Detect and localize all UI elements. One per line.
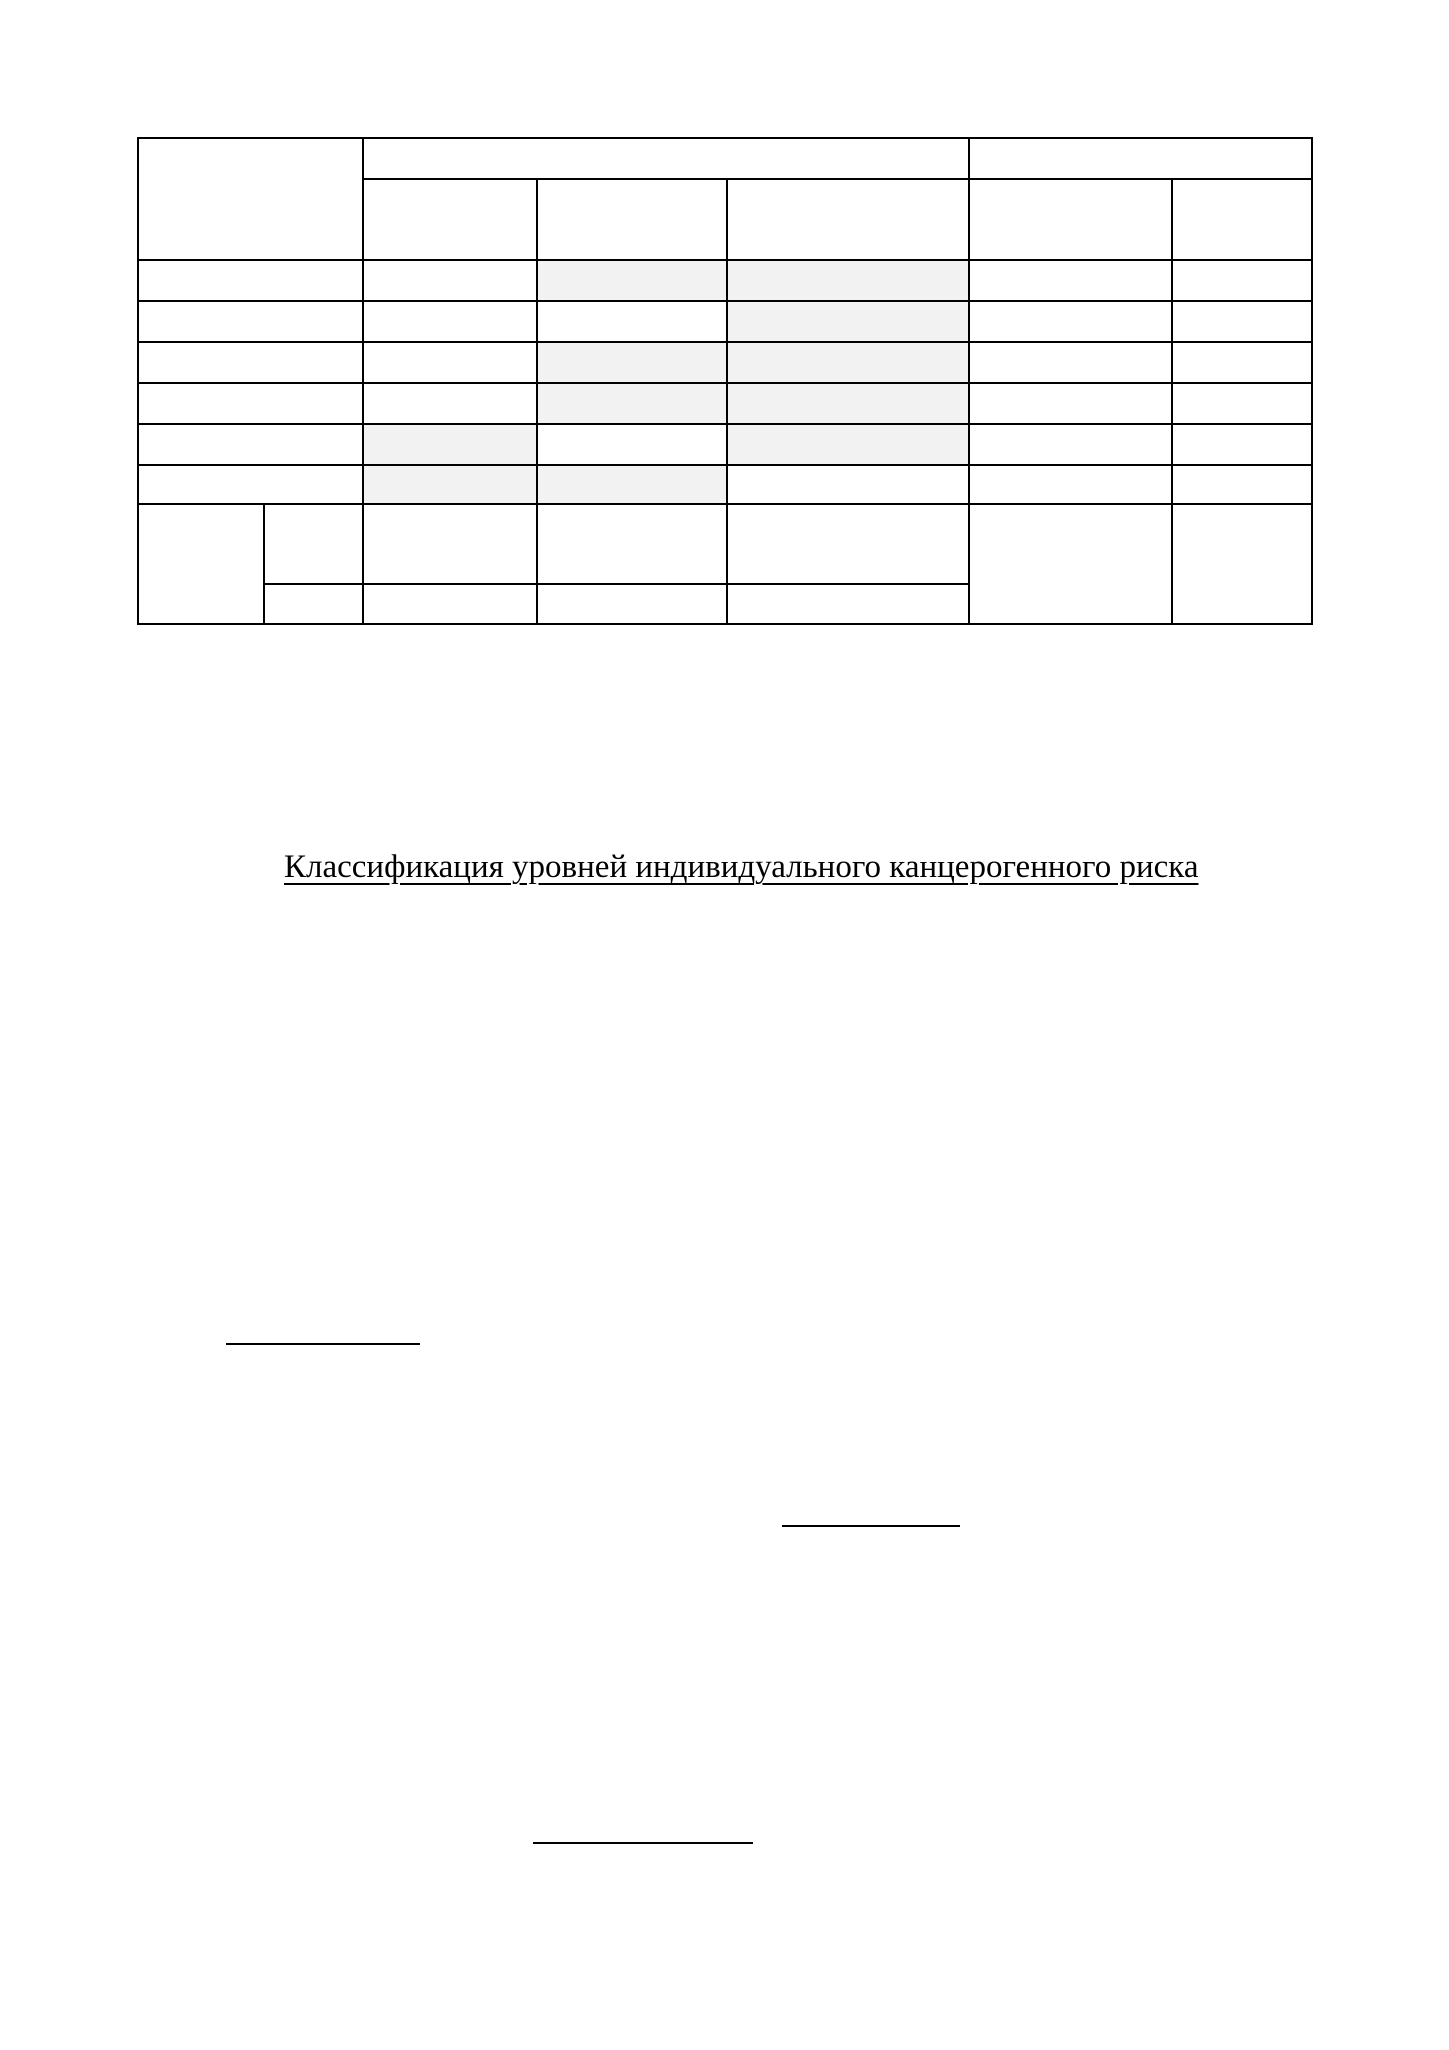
table-row-6-col-5 (1171, 464, 1313, 505)
table-bottom-sublabel-2 (263, 583, 364, 625)
table-row-4-col-4 (968, 382, 1173, 425)
table-row-5-col-5 (1171, 423, 1313, 466)
table-row-3-col-5 (1171, 341, 1313, 384)
table-row-2-col-5 (1171, 300, 1313, 343)
table-row-6-col-2 (536, 464, 728, 505)
table-row-5-col-3 (726, 423, 970, 466)
table-bottom-col-4-merged (968, 503, 1173, 625)
table-row-2-col-3 (726, 300, 970, 343)
table-row-5-col-1 (362, 423, 538, 466)
table-header-group-1 (362, 137, 970, 180)
table-row-1-col-4 (968, 259, 1173, 302)
table-bottom-col-5-merged (1171, 503, 1313, 625)
table-row-5-col-4 (968, 423, 1173, 466)
table-header-col-3 (726, 178, 970, 261)
table-row-6-col-3 (726, 464, 970, 505)
table-row-2-col-2 (536, 300, 728, 343)
table-row-4-col-2 (536, 382, 728, 425)
table-row-5-col-2 (536, 423, 728, 466)
table-row-3-col-3 (726, 341, 970, 384)
table-header-col-5 (1171, 178, 1313, 261)
table-row-4-col-1 (362, 382, 538, 425)
footnote-rule-3 (533, 1842, 753, 1844)
section-heading: Классификация уровней индивидуального канцерогенного риска (284, 849, 1199, 885)
table-row-1-label (137, 259, 364, 302)
table-bottom-2-col-2 (536, 583, 728, 625)
table-row-5-label (137, 423, 364, 466)
table-row-3-label (137, 341, 364, 384)
table-row-4-label (137, 382, 364, 425)
table-header-corner (137, 137, 364, 261)
table-row-1-col-5 (1171, 259, 1313, 302)
table-bottom-1-col-2 (536, 503, 728, 585)
table-row-4-col-3 (726, 382, 970, 425)
table-row-3-col-2 (536, 341, 728, 384)
footnote-rule-2 (782, 1525, 960, 1527)
table-row-3-col-1 (362, 341, 538, 384)
table-bottom-group-label (137, 503, 265, 625)
table-bottom-sublabel-1 (263, 503, 364, 585)
table-row-2-col-4 (968, 300, 1173, 343)
footnote-rule-1 (226, 1343, 420, 1345)
table-bottom-2-col-1 (362, 583, 538, 625)
table-row-2-label (137, 300, 364, 343)
table-row-6-col-4 (968, 464, 1173, 505)
table-row-1-col-1 (362, 259, 538, 302)
table-row-1-col-3 (726, 259, 970, 302)
table-row-3-col-4 (968, 341, 1173, 384)
table-bottom-1-col-1 (362, 503, 538, 585)
table-header-col-4 (968, 178, 1173, 261)
table-row-4-col-5 (1171, 382, 1313, 425)
table-bottom-1-col-3 (726, 503, 970, 585)
table-bottom-2-col-3 (726, 583, 970, 625)
table-row-2-col-1 (362, 300, 538, 343)
table-header-col-1 (362, 178, 538, 261)
table-row-6-col-1 (362, 464, 538, 505)
table-header-col-2 (536, 178, 728, 261)
table-header-group-2 (968, 137, 1313, 180)
table-row-6-label (137, 464, 364, 505)
table-row-1-col-2 (536, 259, 728, 302)
